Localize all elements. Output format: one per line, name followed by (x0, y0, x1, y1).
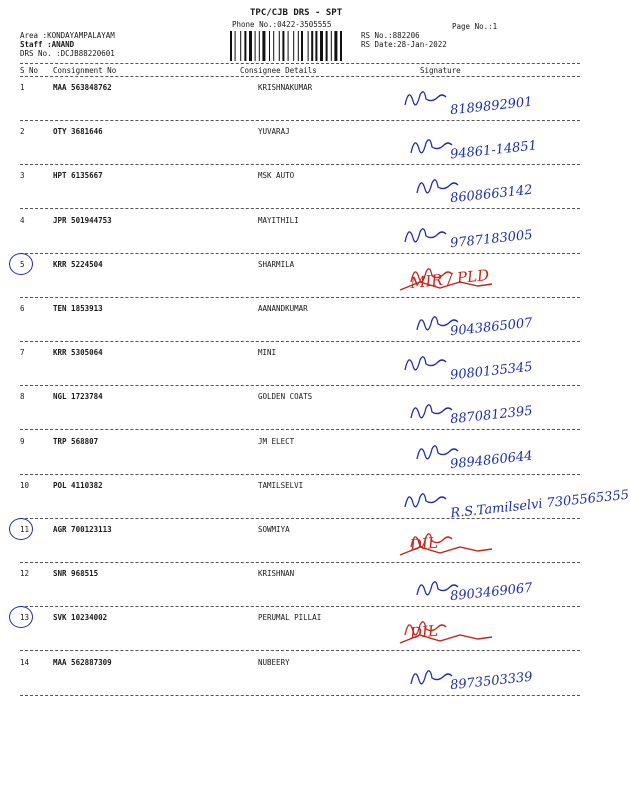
document-title: TPC/CJB DRS - SPT (250, 8, 343, 18)
row-consignment-no: KRR 5305064 (53, 348, 103, 357)
signature-handwriting: 8608663142 (449, 182, 534, 207)
signature-handwriting: 8973503339 (449, 669, 534, 694)
table-row (0, 525, 600, 565)
row-divider (20, 164, 580, 165)
row-signature (340, 658, 600, 718)
row-sno: 11 (20, 525, 30, 534)
table-row (0, 171, 600, 211)
row-consignment-no: HPT 6135667 (53, 171, 103, 180)
col-consignee: Consignee Details (240, 66, 317, 75)
phone-number: Phone No.:0422-3505555 (232, 20, 332, 29)
row-divider (20, 208, 580, 209)
signature-handwriting: R.S.Tamilselvi 7305565355 (449, 487, 630, 522)
row-consignee: MAYITHILI (258, 216, 299, 225)
row-consignment-no: AGR 700123113 (53, 525, 112, 534)
col-sno: S No (20, 66, 39, 75)
row-consignment-no: JPR 501944753 (53, 216, 112, 225)
signature-handwriting: 9787183005 (449, 227, 534, 252)
table-row (0, 216, 600, 256)
hand-drawn-circle (9, 518, 33, 540)
row-divider (20, 518, 580, 519)
rs-date: RS Date:28-Jan-2022 (361, 40, 447, 49)
row-consignment-no: SVK 10234002 (53, 613, 108, 622)
row-consignee: PERUMAL PILLAI (258, 613, 322, 622)
header-divider-bottom (20, 76, 580, 77)
table-row (0, 83, 600, 123)
row-sno: 2 (20, 127, 25, 136)
row-divider (20, 429, 580, 430)
page-number: Page No.:1 (452, 22, 498, 31)
row-divider (20, 606, 580, 607)
row-consignee: SHARMILA (258, 260, 295, 269)
row-divider (20, 297, 580, 298)
table-row (0, 658, 600, 698)
row-divider (20, 253, 580, 254)
row-consignee: MSK AUTO (258, 171, 295, 180)
row-consignee: NUBEERY (258, 658, 290, 667)
table-row (0, 481, 630, 522)
table-row (0, 613, 600, 653)
drs-number: DRS No. :DCJB88220601 (20, 49, 115, 58)
row-sno: 6 (20, 304, 25, 313)
row-consignment-no: NGL 1723784 (53, 392, 103, 401)
row-consignee: GOLDEN COATS (258, 392, 313, 401)
area-label: Area :KONDAYAMPALAYAM (20, 31, 115, 40)
rs-number: RS No.:882206 (361, 31, 420, 40)
row-divider (20, 120, 580, 121)
row-consignee: AANANDKUMAR (258, 304, 308, 313)
table-row (0, 569, 600, 609)
signature-handwriting: 9043865007 (449, 315, 534, 340)
header-divider-top (20, 63, 580, 64)
row-divider (20, 650, 580, 651)
row-sno: 3 (20, 171, 25, 180)
table-row (0, 127, 600, 167)
row-divider (20, 474, 580, 475)
row-consignment-no: MAA 562887309 (53, 658, 112, 667)
row-sno: 9 (20, 437, 25, 446)
row-sno: 5 (20, 260, 25, 269)
table-row (0, 392, 600, 432)
hand-drawn-circle (9, 606, 33, 628)
row-consignment-no: KRR 5224504 (53, 260, 103, 269)
row-sno: 8 (20, 392, 25, 401)
row-divider (20, 695, 580, 696)
signature-handwriting: DIL (409, 533, 439, 555)
row-sno: 1 (20, 83, 25, 92)
table-row (0, 260, 600, 300)
col-signature: Signature (420, 66, 461, 75)
row-consignment-no: TEN 1853913 (53, 304, 103, 313)
row-consignee: KRISHNAKUMAR (258, 83, 313, 92)
row-consignee: SOWMIYA (258, 525, 290, 534)
staff-label: Staff :ANAND (20, 40, 75, 49)
barcode (229, 31, 351, 61)
signature-handwriting: 9080135345 (449, 359, 534, 384)
row-sno: 12 (20, 569, 30, 578)
table-row (0, 437, 600, 477)
row-consignment-no: TRP 568807 (53, 437, 99, 446)
row-consignee: JM ELECT (258, 437, 295, 446)
signature-handwriting: 8870812395 (449, 403, 534, 428)
row-sno: 7 (20, 348, 25, 357)
signature-handwriting: 9894860644 (449, 448, 534, 473)
row-consignee: YUVARAJ (258, 127, 290, 136)
signature-handwriting: DIL (409, 621, 439, 643)
row-divider (20, 341, 580, 342)
row-divider (20, 385, 580, 386)
signature-handwriting: MIR / PLD (409, 265, 490, 293)
signature-handwriting: 94861-14851 (449, 138, 538, 163)
row-consignment-no: OTY 3681646 (53, 127, 103, 136)
row-consignee: KRISHNAN (258, 569, 295, 578)
signature-handwriting: 8189892901 (449, 94, 534, 119)
table-row (0, 304, 600, 344)
row-consignee: TAMILSELVI (258, 481, 304, 490)
row-sno: 4 (20, 216, 25, 225)
row-sno: 13 (20, 613, 30, 622)
row-consignment-no: SNR 968515 (53, 569, 99, 578)
row-consignment-no: MAA 563848762 (53, 83, 112, 92)
row-consignment-no: POL 4110382 (53, 481, 103, 490)
row-divider (20, 562, 580, 563)
signature-handwriting: 8903469067 (449, 580, 534, 605)
col-consignment: Consignment No (53, 66, 117, 75)
row-sno: 14 (20, 658, 30, 667)
table-row (0, 348, 600, 388)
row-sno: 10 (20, 481, 30, 490)
hand-drawn-circle (9, 253, 33, 275)
row-consignee: MINI (258, 348, 277, 357)
